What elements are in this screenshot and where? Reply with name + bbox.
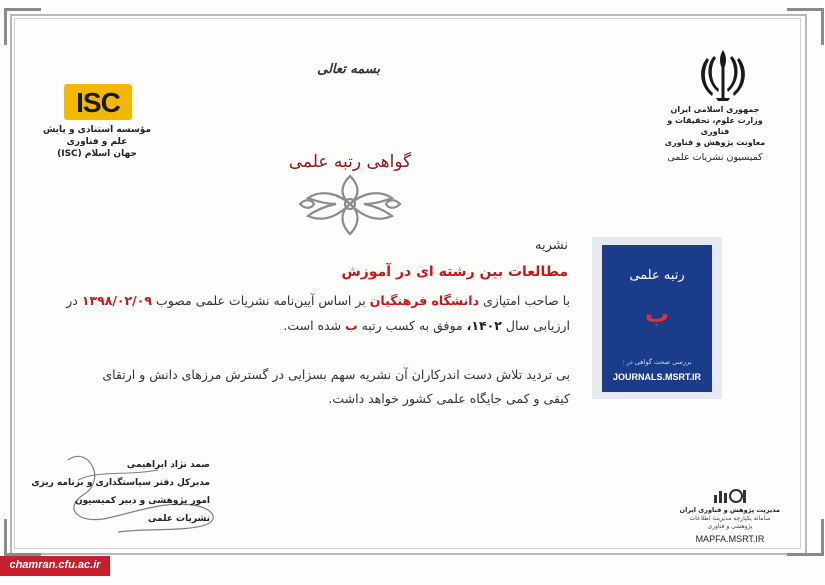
body-line-2: ارزیابی سال ۱۴۰۲، موفق به کسب رتبه ب شده است. (283, 318, 570, 333)
signature-icon (31, 440, 228, 540)
committee-name: کمیسیون نشریات علمی (667, 152, 763, 163)
corner-ornament (787, 519, 824, 556)
mapfa-description: سامانه یکپارچه مدیریت اطلاعات پژوهشی و فناوری (689, 515, 771, 530)
corner-ornament (787, 8, 824, 45)
corner-ornament (4, 8, 41, 45)
signer-role-1: مدیرکل دفتر سیاستگذاری و برنامه ریزی (31, 478, 210, 488)
isc-logo-icon: ISC (64, 84, 132, 120)
badge-grade: ب (644, 300, 670, 328)
badge-check-text: بررسی صحت گواهی در : (622, 358, 692, 366)
badge-title: رتبه علمی (629, 268, 685, 283)
badge-site-link[interactable]: JOURNALS.MSRT.IR (612, 372, 701, 382)
mapfa-name: مدیریت پژوهش و فناوری ایران (679, 506, 780, 514)
grade-inline: ب (345, 318, 358, 333)
approval-date: ۱۳۹۸/۰۲/۰۹ (81, 293, 152, 308)
watermark-strip (0, 556, 110, 576)
basmala: بسمه تعالی (317, 62, 380, 77)
owner-name: دانشگاه فرهنگیان (369, 293, 480, 308)
signer-name: صمد نژاد ابراهیمی (126, 460, 210, 470)
isc-name: مؤسسه استنادی و پایش علم و فناوری جهان اسلام (ISC) (42, 125, 152, 159)
corner-ornament (4, 519, 41, 556)
ministry-name: جمهوری اسلامی ایران وزارت علوم، تحقیقات و فناوری معاونت پژوهش و فناوری (664, 105, 766, 147)
mapfa-logo-icon (712, 487, 748, 503)
signer-role-2: امور پژوهشی و دبیر کمیسیون (74, 496, 210, 506)
watermark-text[interactable]: chamran.cfu.ac.ir (9, 559, 101, 571)
journal-name: مطالعات بین رشته ای در آموزش (341, 264, 568, 280)
body-line-1: با صاحب امتیازی دانشگاه فرهنگیان بر اساس آیین‌نامه نشریات علمی مصوب ۱۳۹۸/۰۲/۰۹ در (66, 293, 570, 308)
mapfa-site-link[interactable]: MAPFA.MSRT.IR (695, 534, 765, 544)
journal-label: نشریه (535, 238, 568, 253)
body-line-4: کیفی و کمی جایگاه علمی کشور خواهد داشت. (328, 391, 570, 406)
evaluation-year: ۱۴۰۲، (466, 318, 502, 333)
iran-emblem-icon (694, 46, 752, 104)
signer-role-3: نشریات علمی (147, 514, 210, 524)
certificate-title: گواهی رتبه علمی (288, 152, 412, 172)
ornament-icon (296, 172, 404, 238)
body-line-3: بی تردید تلاش دست اندرکاران آن نشریه سهم بسزایی در گسترش مرزهای دانش و ارتقای (102, 367, 570, 382)
